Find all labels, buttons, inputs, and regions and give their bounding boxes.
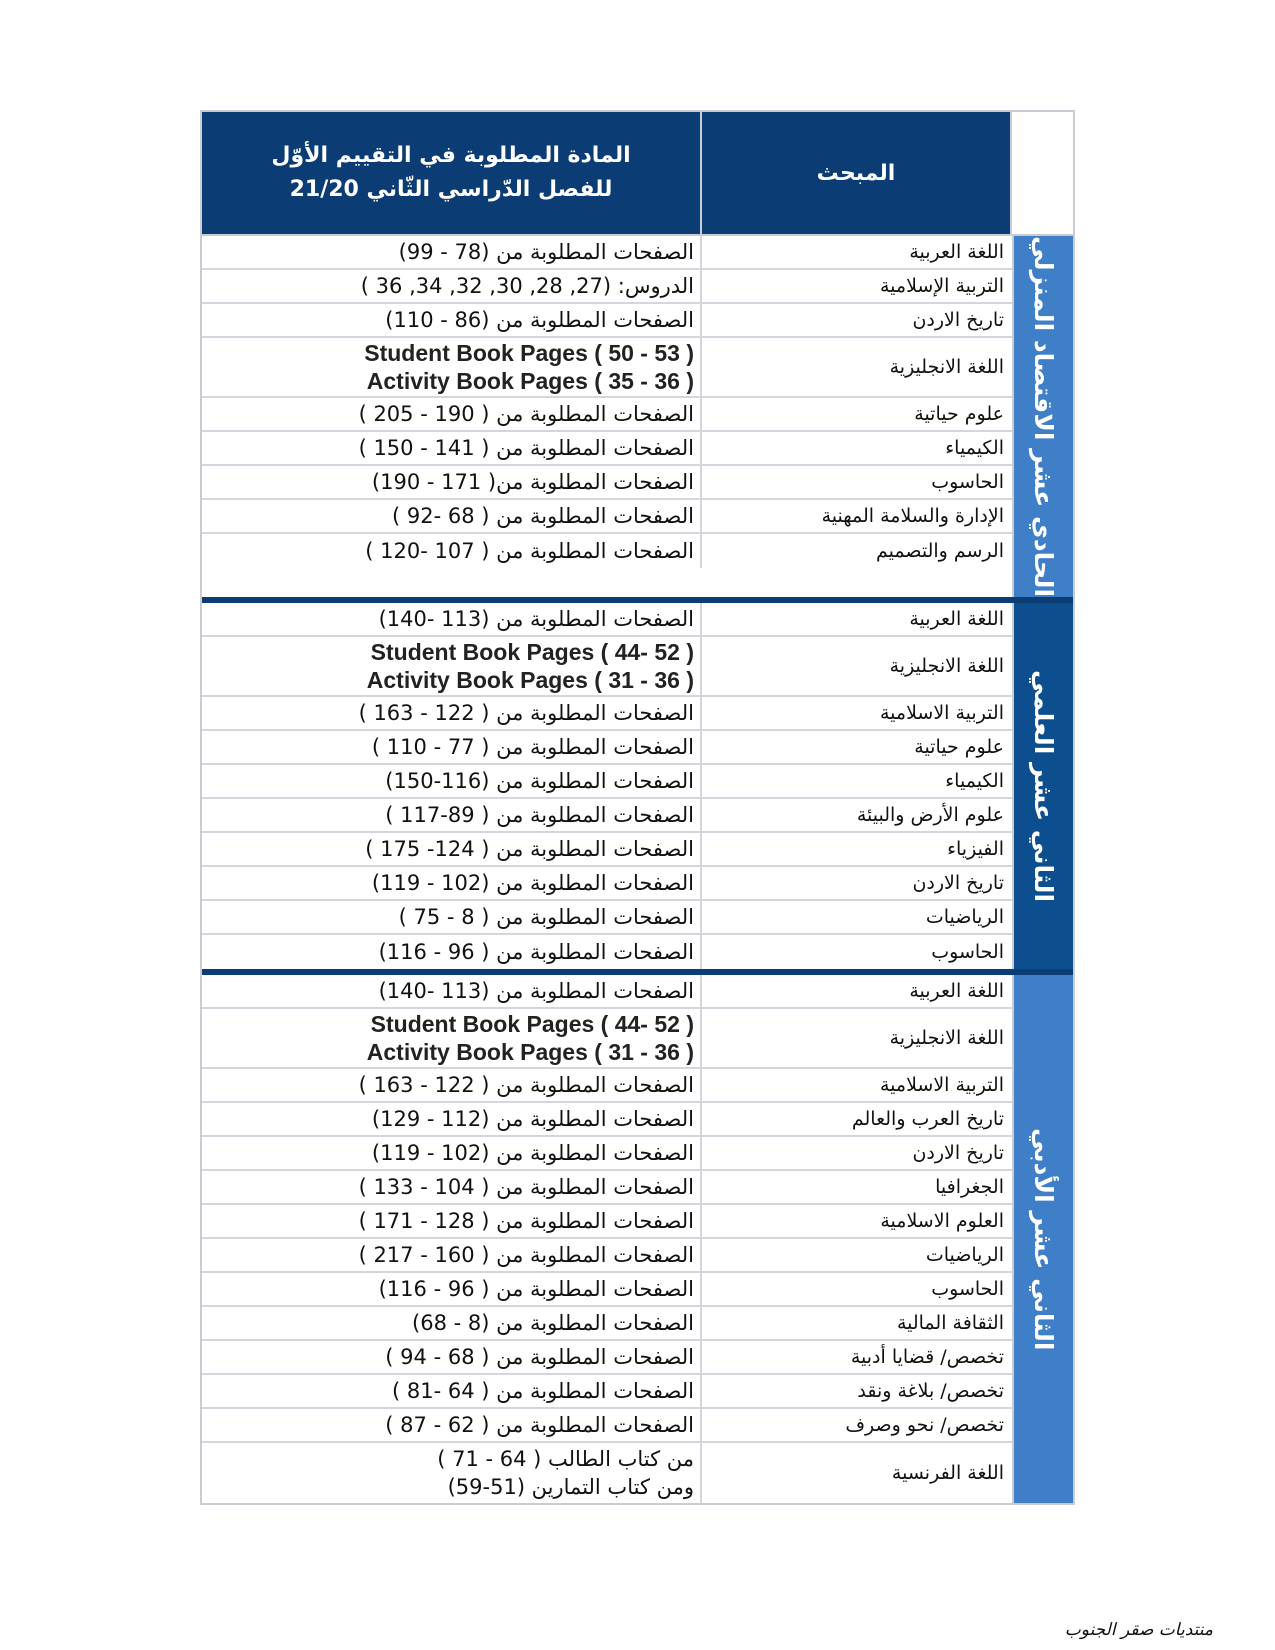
- subject-cell: [702, 1137, 1012, 1169]
- required-pages-text: الصفحات المطلوبة من ( 68 - 94 ): [385, 1345, 694, 1370]
- required-pages-text: Activity Book Pages ( 35 - 36 ): [366, 368, 694, 394]
- required-pages-cell: [202, 867, 702, 899]
- required-pages-text: Student Book Pages ( 44- 52 ): [370, 639, 694, 666]
- required-pages-text: الصفحات المطلوبة من (86 - 110): [385, 308, 694, 332]
- required-pages-cell: [202, 1171, 702, 1203]
- required-pages-cell: [202, 935, 702, 969]
- table-header: [202, 112, 1073, 234]
- subject-name: الفيزياء: [947, 838, 1004, 861]
- subject-name: الإدارة والسلامة المهنية: [821, 505, 1004, 527]
- table-row: [202, 1375, 1012, 1409]
- subject-name: الحاسوب: [931, 941, 1004, 964]
- required-pages-text: ومن كتاب التمارين (51-59): [447, 1475, 694, 1500]
- required-pages-text: الصفحات المطلوبة من ( 62 - 87 ): [385, 1413, 694, 1438]
- required-pages-cell: [202, 1069, 702, 1101]
- table-row: [202, 697, 1012, 731]
- subject-name: الثقافة المالية: [896, 1312, 1004, 1335]
- required-pages-cell: [202, 534, 702, 568]
- required-pages-cell: [202, 765, 702, 797]
- required-pages-cell: [202, 270, 702, 302]
- required-pages-text: الصفحات المطلوبة من ( 107 -120 ): [365, 539, 694, 563]
- required-pages-text: Activity Book Pages ( 31 - 36 ): [366, 667, 694, 694]
- table-row: [202, 1239, 1012, 1273]
- table-row: [202, 432, 1012, 466]
- section-rows: [202, 236, 1012, 597]
- section-rows: [202, 603, 1012, 969]
- table-row: [202, 304, 1012, 338]
- subject-name: اللغة الانجليزية: [889, 356, 1004, 378]
- table-row: [202, 1409, 1012, 1443]
- required-pages-cell: [202, 1009, 702, 1067]
- table-row: [202, 867, 1012, 901]
- table-row: [202, 1273, 1012, 1307]
- required-pages-cell: [202, 500, 702, 532]
- table-row: [202, 1443, 1012, 1503]
- subject-cell: [702, 466, 1012, 498]
- required-pages-cell: [202, 432, 702, 464]
- required-pages-text: الصفحات المطلوبة من ( 160 - 217 ): [358, 1243, 694, 1268]
- required-pages-cell: [202, 603, 702, 635]
- table-row: [202, 1205, 1012, 1239]
- subject-cell: [702, 975, 1012, 1007]
- required-pages-text: الصفحات المطلوبة من ( 77 - 110 ): [371, 735, 694, 760]
- subject-name: علوم حياتية: [914, 736, 1004, 759]
- subject-name: تخصص/ بلاغة ونقد: [857, 1380, 1004, 1403]
- required-pages-text: الصفحات المطلوبة من ( 122 - 163 ): [358, 701, 694, 726]
- subject-cell: [702, 697, 1012, 729]
- subject-name: الجغرافيا: [935, 1176, 1004, 1199]
- required-pages-cell: [202, 338, 702, 396]
- required-pages-cell: [202, 1341, 702, 1373]
- table-row: [202, 975, 1012, 1009]
- header-blank-cell: [1012, 112, 1073, 234]
- table-row: [202, 1171, 1012, 1205]
- required-pages-text: Activity Book Pages ( 31 - 36 ): [366, 1039, 694, 1066]
- subject-name: الكيمياء: [945, 437, 1004, 459]
- table-row: [202, 1103, 1012, 1137]
- required-pages-text: الصفحات المطلوبة من ( 190 - 205 ): [358, 402, 694, 426]
- required-pages-text: الصفحات المطلوبة من (116-150): [385, 769, 694, 794]
- required-pages-cell: [202, 1205, 702, 1237]
- table-row: [202, 534, 1012, 568]
- subject-cell: [702, 1443, 1012, 1503]
- subject-name: العلوم الاسلامية: [880, 1210, 1004, 1233]
- header-subject: [702, 112, 1012, 234]
- subject-name: الحاسوب: [931, 1278, 1004, 1301]
- section-2: [202, 597, 1073, 969]
- subject-cell: [702, 1409, 1012, 1441]
- required-pages-text: الصفحات المطلوبة من (113 -140): [378, 607, 694, 632]
- header-required-line2: للفصل الدّراسي الثّاني 21/20: [289, 177, 613, 202]
- required-pages-text: الصفحات المطلوبة من (102 - 119): [371, 1141, 694, 1166]
- subject-cell: [702, 1103, 1012, 1135]
- required-pages-cell: [202, 1273, 702, 1305]
- subject-cell: [702, 603, 1012, 635]
- required-pages-text: الصفحات المطلوبة من ( 122 - 163 ): [358, 1073, 694, 1098]
- grade-band: [1012, 603, 1073, 969]
- subject-name: تاريخ الاردن: [912, 872, 1004, 895]
- table-row: [202, 799, 1012, 833]
- required-pages-cell: [202, 1307, 702, 1339]
- subject-name: التربية الاسلامية: [879, 1074, 1004, 1097]
- required-pages-cell: [202, 637, 702, 695]
- subject-name: الكيمياء: [945, 770, 1004, 793]
- subject-cell: [702, 304, 1012, 336]
- table-row: [202, 637, 1012, 697]
- subject-name: علوم حياتية: [914, 403, 1004, 425]
- table-row: [202, 500, 1012, 534]
- required-pages-cell: [202, 1137, 702, 1169]
- table-row: [202, 236, 1012, 270]
- required-pages-cell: [202, 1375, 702, 1407]
- subject-cell: [702, 1341, 1012, 1373]
- subject-cell: [702, 867, 1012, 899]
- required-pages-text: الصفحات المطلوبة من ( 128 - 171 ): [358, 1209, 694, 1234]
- required-pages-cell: [202, 731, 702, 763]
- required-pages-text: الصفحات المطلوبة من ( 89-117 ): [385, 803, 694, 828]
- required-pages-cell: [202, 466, 702, 498]
- table-row: [202, 270, 1012, 304]
- subject-name: الرياضيات: [925, 906, 1004, 929]
- grade-band: [1012, 236, 1073, 597]
- required-pages-text: الصفحات المطلوبة من ( 68 -92 ): [391, 504, 694, 528]
- subject-name: اللغة العربية: [909, 980, 1004, 1003]
- table-row: [202, 603, 1012, 637]
- required-pages-text: الصفحات المطلوبة من (78 - 99): [398, 240, 694, 264]
- required-pages-text: الصفحات المطلوبة من (102 - 119): [371, 871, 694, 896]
- table-row: [202, 466, 1012, 500]
- subject-cell: [702, 236, 1012, 268]
- required-pages-text: الصفحات المطلوبة من (112 - 129): [371, 1107, 694, 1132]
- subject-name: الرسم والتصميم: [876, 540, 1004, 562]
- required-pages-text: الصفحات المطلوبة من ( 8 - 75 ): [398, 905, 694, 930]
- section-3: [202, 969, 1073, 1503]
- subject-cell: [702, 799, 1012, 831]
- subject-cell: [702, 901, 1012, 933]
- grade-band: [1012, 975, 1073, 1503]
- subject-cell: [702, 398, 1012, 430]
- required-pages-text: Student Book Pages ( 50 - 53 ): [364, 340, 694, 366]
- required-pages-cell: [202, 1103, 702, 1135]
- subject-name: تاريخ الاردن: [912, 1142, 1004, 1165]
- subject-cell: [702, 765, 1012, 797]
- required-pages-text: الصفحات المطلوبة من( 171 - 190): [371, 470, 694, 494]
- required-pages-cell: [202, 697, 702, 729]
- required-pages-text: الصفحات المطلوبة من (8 - 68): [412, 1311, 694, 1336]
- table-row: [202, 1069, 1012, 1103]
- table-row: [202, 765, 1012, 799]
- required-pages-text: الدروس: (27, 28, 30, 32, 34, 36 ): [360, 274, 694, 298]
- subject-name: اللغة العربية: [909, 241, 1004, 263]
- subject-name: تخصص/ نحو وصرف: [845, 1414, 1004, 1437]
- subject-cell: [702, 1273, 1012, 1305]
- required-pages-cell: [202, 833, 702, 865]
- subject-name: اللغة الانجليزية: [889, 655, 1004, 678]
- required-pages-cell: [202, 1443, 702, 1503]
- grade-band-label: الثاني عشر العلمي: [1029, 670, 1058, 903]
- sections-container: [202, 234, 1073, 1503]
- grade-band-label: الحادي عشر الاقتصاد المنزلي: [1029, 236, 1058, 598]
- subject-cell: [702, 338, 1012, 396]
- subject-name: اللغة الفرنسية: [891, 1462, 1004, 1485]
- required-pages-text: الصفحات المطلوبة من (113 -140): [378, 979, 694, 1004]
- subject-cell: [702, 731, 1012, 763]
- required-pages-text: الصفحات المطلوبة من ( 96 - 116): [378, 940, 694, 965]
- subject-name: علوم الأرض والبيئة: [856, 804, 1004, 827]
- required-pages-cell: [202, 1239, 702, 1271]
- subject-cell: [702, 1069, 1012, 1101]
- subject-cell: [702, 534, 1012, 568]
- section-1: [202, 234, 1073, 597]
- subject-name: الحاسوب: [931, 471, 1004, 493]
- subject-name: اللغة العربية: [909, 608, 1004, 631]
- required-pages-text: من كتاب الطالب ( 64 - 71 ): [437, 1447, 694, 1472]
- required-pages-text: الصفحات المطلوبة من ( 141 - 150 ): [358, 436, 694, 460]
- subject-cell: [702, 1171, 1012, 1203]
- required-pages-text: الصفحات المطلوبة من ( 64 -81 ): [391, 1379, 694, 1404]
- required-pages-cell: [202, 1409, 702, 1441]
- subject-name: تخصص/ قضايا أدبية: [850, 1346, 1004, 1369]
- subject-cell: [702, 833, 1012, 865]
- subject-name: التربية الإسلامية: [879, 275, 1004, 297]
- subject-cell: [702, 637, 1012, 695]
- header-required-material: [202, 112, 702, 234]
- subject-name: التربية الاسلامية: [879, 702, 1004, 725]
- required-pages-cell: [202, 304, 702, 336]
- footer-watermark: منتديات صقر الجنوب: [1064, 1620, 1213, 1640]
- table-row: [202, 1307, 1012, 1341]
- table-row: [202, 1137, 1012, 1171]
- required-pages-cell: [202, 799, 702, 831]
- required-pages-text: Student Book Pages ( 44- 52 ): [370, 1011, 694, 1038]
- table-row: [202, 901, 1012, 935]
- table-row: [202, 1009, 1012, 1069]
- table-row: [202, 338, 1012, 398]
- subject-name: تاريخ الاردن: [912, 309, 1004, 331]
- subject-name: الرياضيات: [925, 1244, 1004, 1267]
- subject-cell: [702, 1205, 1012, 1237]
- subject-cell: [702, 1375, 1012, 1407]
- grade-band-label: الثاني عشر الأدبي: [1029, 1127, 1058, 1351]
- required-pages-cell: [202, 398, 702, 430]
- section-rows: [202, 975, 1012, 1503]
- table-row: [202, 731, 1012, 765]
- subject-cell: [702, 1307, 1012, 1339]
- subject-cell: [702, 432, 1012, 464]
- required-pages-text: الصفحات المطلوبة من ( 104 - 133 ): [358, 1175, 694, 1200]
- table-row: [202, 1341, 1012, 1375]
- subject-name: تاريخ العرب والعالم: [851, 1108, 1004, 1131]
- subject-cell: [702, 500, 1012, 532]
- subject-cell: [702, 1239, 1012, 1271]
- header-subject-label: المبحث: [816, 160, 896, 186]
- table-row: [202, 398, 1012, 432]
- subject-cell: [702, 1009, 1012, 1067]
- subject-cell: [702, 935, 1012, 969]
- subject-cell: [702, 270, 1012, 302]
- table-row: [202, 935, 1012, 969]
- header-required-line1: المادة المطلوبة في التقييم الأوّل: [271, 143, 631, 168]
- required-pages-cell: [202, 236, 702, 268]
- exam-table: [200, 110, 1075, 1505]
- required-pages-cell: [202, 975, 702, 1007]
- required-pages-text: الصفحات المطلوبة من ( 96 - 116): [378, 1277, 694, 1302]
- required-pages-cell: [202, 901, 702, 933]
- required-pages-text: الصفحات المطلوبة من ( 124- 175 ): [365, 837, 694, 862]
- subject-name: اللغة الانجليزية: [889, 1027, 1004, 1050]
- table-row: [202, 833, 1012, 867]
